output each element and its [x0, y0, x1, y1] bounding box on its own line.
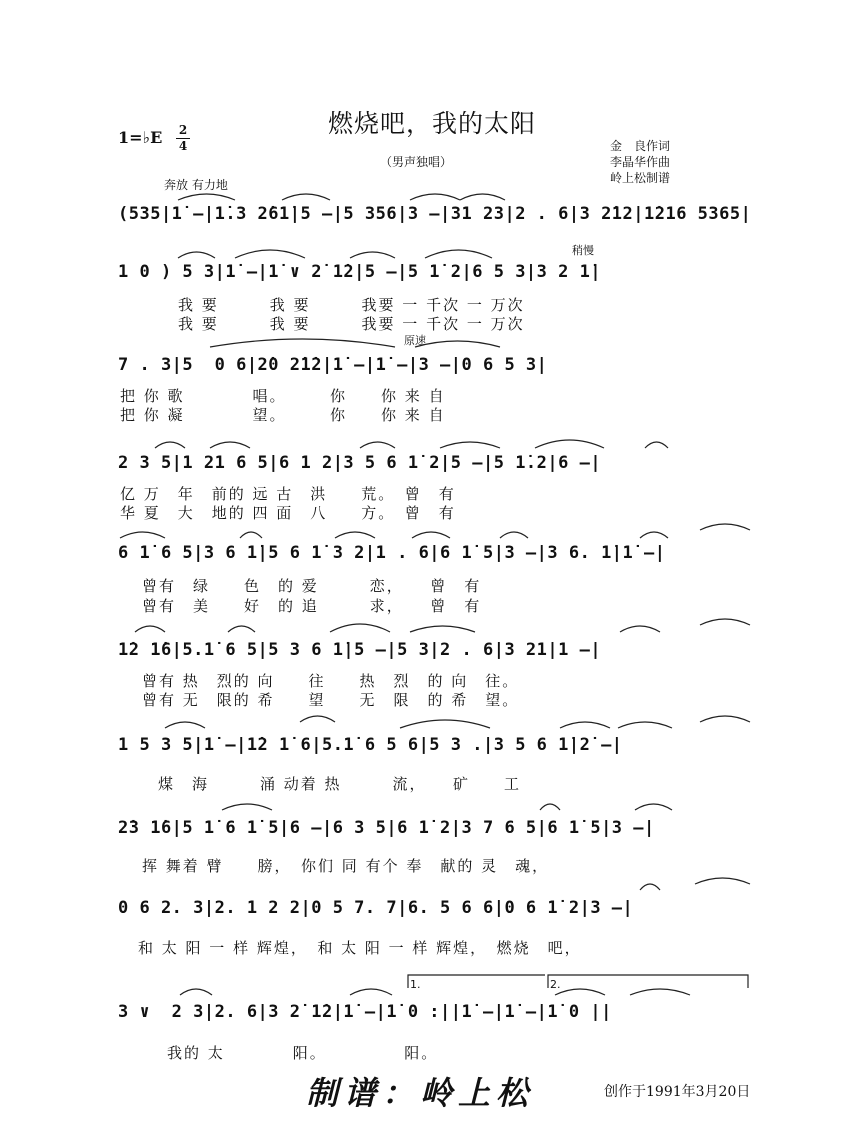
slur-16	[645, 442, 668, 448]
song-subtitle: （男声独唱）	[380, 155, 453, 169]
slur-42	[350, 989, 392, 995]
slur-27	[410, 626, 475, 632]
note-line-4: 2 3 5|1 21 6 5|6 1 2|3 5 6 1̇ 2|5 –|5 1̇.2|6 –|	[118, 453, 602, 473]
time-numerator: 2	[178, 123, 188, 137]
slur-37	[540, 804, 560, 810]
slur-44	[630, 989, 690, 995]
slur-10	[415, 341, 500, 347]
slur-18	[240, 532, 262, 538]
lyric-line-9: 和 太 阳 一 样 辉煌， 和 太 阳 一 样 辉煌， 燃烧 吧，	[138, 939, 582, 957]
slur-25	[228, 626, 255, 632]
note-line-8: 2̇3 1̇6|5 1̇ 6 1̇ 5|6 –|6 3 5|6 1̇ 2|3 7 6 5|6 1̇ 5|3 –|	[118, 818, 655, 838]
note-line-10: 3 ∨ 2 3|2. 6|3 2̇ 1̇2|1̇ –|1̇ 0 :||1̇ –|1̇ –|1̇ 0 ||	[118, 1002, 612, 1022]
lyric-line-3b: 把 你 凝 望。 你 你 来 自	[120, 406, 446, 424]
slur-15	[535, 440, 604, 448]
lyric-line-5b: 曾有 美 好 的 追 求， 曾 有	[142, 597, 482, 615]
slur-28	[620, 626, 660, 632]
slur-40	[695, 878, 750, 884]
slur-8	[425, 250, 492, 258]
slur-22	[640, 532, 668, 538]
slur-41	[180, 989, 212, 995]
slur-11	[155, 442, 185, 448]
slur-12	[210, 442, 250, 448]
volta-2-bracket	[548, 975, 748, 988]
slur-21	[500, 532, 528, 538]
slur-29	[700, 619, 750, 625]
slur-1	[178, 194, 235, 200]
slur-34	[618, 722, 672, 728]
slur-20	[412, 532, 450, 538]
time-denominator: 4	[178, 139, 188, 153]
composition-date: 创作于1991年3月20日	[604, 1084, 751, 1100]
slur-14	[440, 442, 500, 448]
key-signature: 1=♭E	[118, 128, 163, 147]
slur-43	[555, 989, 605, 995]
note-line-1: (535|1̇ –|1̇.3 2̇61̇|5 –|5 356|3 –|31 23|2 . 6|3 2̇12|1̇216 5365|	[118, 204, 752, 224]
volta-1-bracket	[408, 975, 545, 988]
note-line-7: 1 5 3 5|1̇ –|1̇2 1̇ 6|5.1̇ 6 5 6|5 3 .|3 5 6 1̇|2̇ –|	[118, 735, 623, 755]
lyric-line-6a: 曾有 热 烈的 向 往 热 烈 的 向 往。	[142, 672, 520, 690]
note-line-2: 1 0 ) 5 3|1̇ –|1̇ ∨ 2̇ 1̇2|5 –|5 1̇ 2|6 5 3|3 2 1̇|	[118, 262, 602, 282]
transcriber-credit: 岭上松制谱	[610, 171, 671, 185]
slur-17	[120, 532, 165, 538]
slur-3	[410, 194, 460, 200]
tempo-marking: 奔放 有力地	[164, 178, 228, 192]
composer-credit: 李晶华作曲	[610, 155, 671, 169]
lyric-line-7: 煤 海 涌 动着 热 流， 矿 工	[158, 775, 522, 793]
volta-2-label: 2.	[550, 978, 561, 991]
note-line-6: 1̇2 1̇6|5.1̇ 6 5|5 3 6 1̇|5 –|5 3|2 . 6|3 21|1 –|	[118, 640, 602, 660]
lyric-line-4a: 亿 万 年 前的 远 古 洪 荒。 曾 有	[120, 485, 456, 503]
slur-2	[282, 194, 330, 200]
slur-26	[330, 624, 390, 632]
lyric-line-3a: 把 你 歌 唱。 你 你 来 自	[120, 387, 446, 405]
slur-7	[350, 252, 395, 258]
note-line-3: 7 . 3|5 0 6|2̇0 2̇1̇2|1̇ –|1̇ –|3 –|0 6 5 3|	[118, 355, 548, 375]
slur-19	[335, 532, 375, 538]
slur-31	[300, 716, 335, 722]
slur-30	[165, 722, 205, 728]
slur-32	[400, 720, 490, 728]
slur-39	[640, 884, 660, 890]
slur-9	[210, 339, 395, 347]
slur-6	[235, 250, 305, 258]
slur-23	[700, 524, 750, 530]
slur-4	[460, 194, 505, 200]
slur-35	[700, 716, 750, 722]
slur-5	[178, 252, 215, 258]
slur-24	[135, 626, 165, 632]
transcriber-signature: 制谱：岭上松	[306, 1074, 535, 1112]
slur-33	[560, 722, 610, 728]
lyric-line-10: 我的 太 阳。 阳。	[150, 1044, 439, 1062]
lyric-line-2a: 我 要 我 要 我要 一 千次 一 万次	[178, 296, 525, 314]
lyric-line-6b: 曾有 无 限的 希 望 无 限 的 希 望。	[142, 691, 520, 709]
song-title: 燃烧吧，我的太阳	[327, 109, 536, 138]
lyric-line-2b: 我 要 我 要 我要 一 千次 一 万次	[178, 315, 525, 333]
note-line-5: 6 1̇ 6 5|3 6 1̇|5 6 1̇ 3 2|1 . 6|6 1̇ 5|3 –|3 6. 1̇|1̇ –|	[118, 543, 666, 563]
lyric-line-5a: 曾有 绿 色 的 爱 恋， 曾 有	[142, 577, 482, 595]
lyric-line-4b: 华 夏 大 地的 四 面 八 方。 曾 有	[120, 504, 456, 522]
slur-36	[222, 804, 272, 810]
slur-13	[360, 442, 395, 448]
lyricist-credit: 金 良作词	[610, 139, 671, 153]
slur-38	[635, 804, 672, 810]
note-line-9: 0 6 2. 3|2. 1 2 2|0 5 7. 7|6. 5 6 6|0 6 1̇ 2|3 –|	[118, 898, 634, 918]
direction-a-tempo: 原速	[404, 334, 426, 347]
direction-slower: 稍慢	[572, 244, 594, 257]
volta-1-label: 1.	[410, 978, 421, 991]
lyric-line-8: 挥 舞着 臂 膀， 你们 同 有个 奉 献的 灵 魂，	[142, 857, 550, 875]
